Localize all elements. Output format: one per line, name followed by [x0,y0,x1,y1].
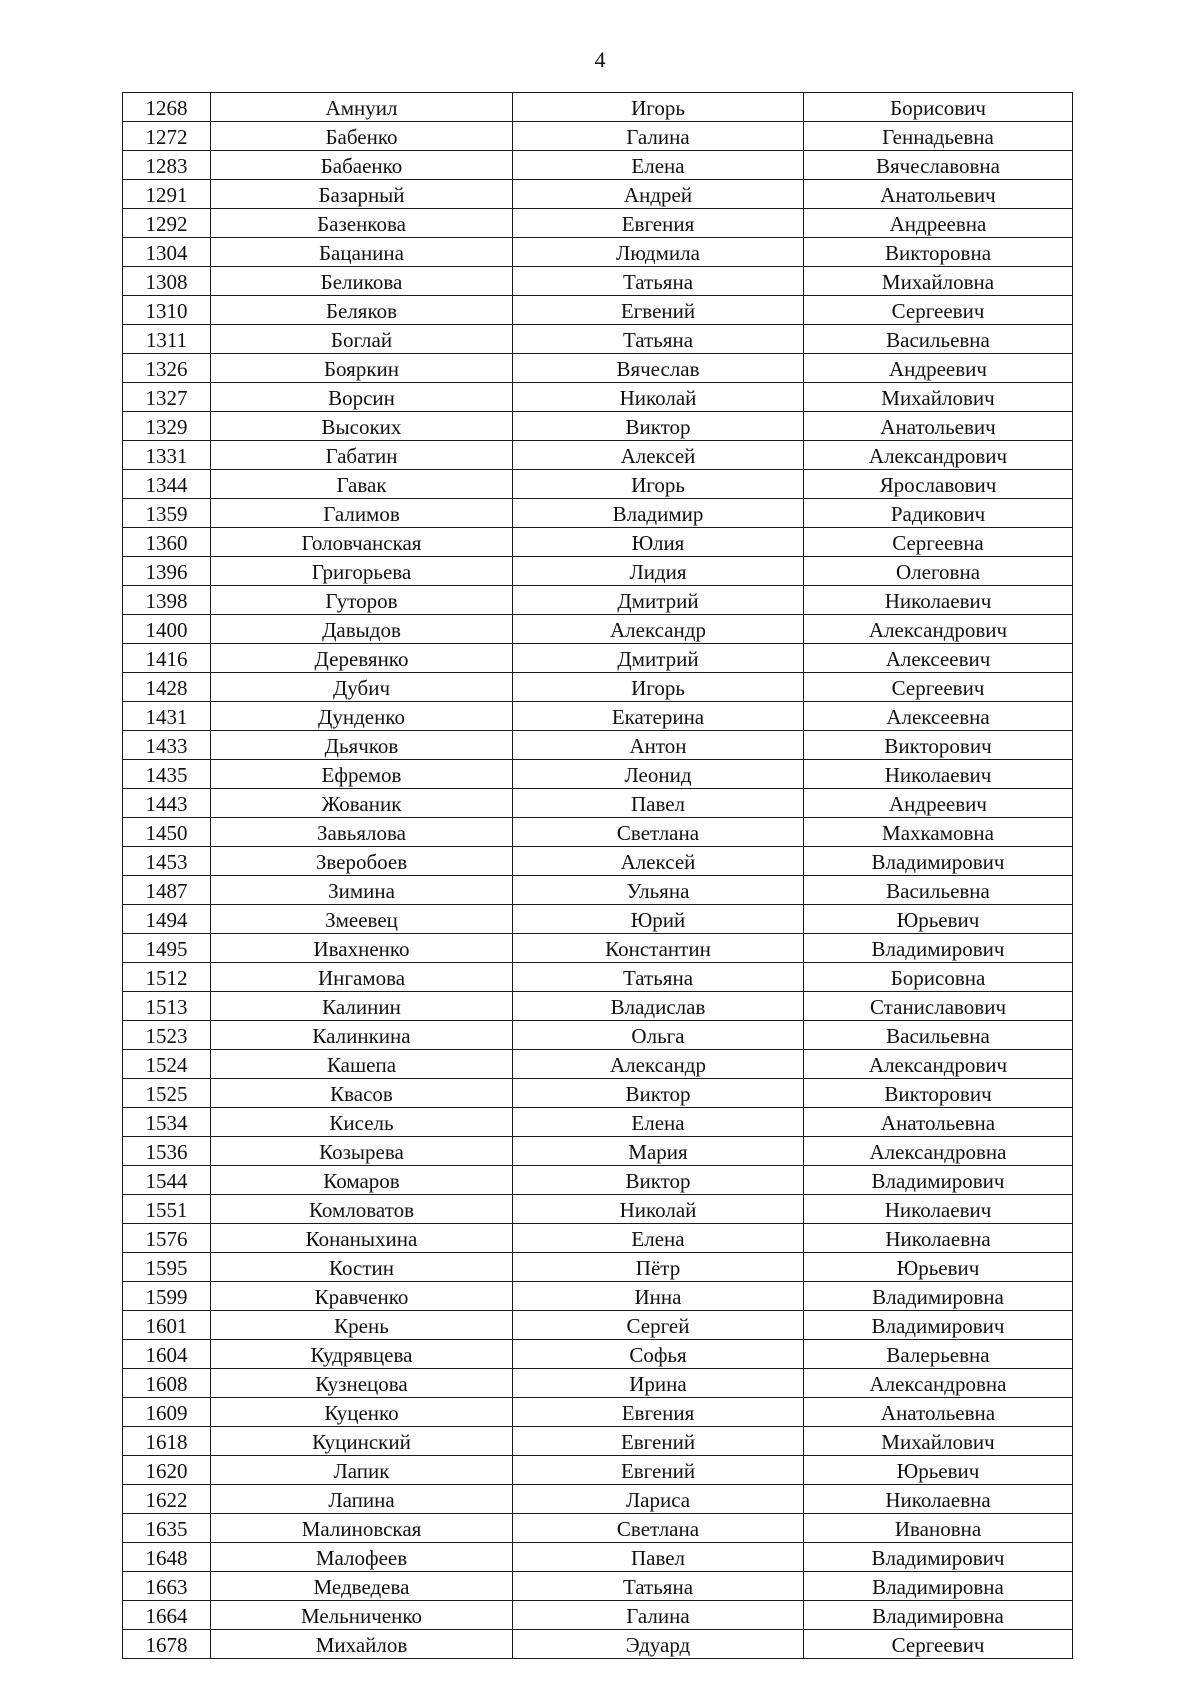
surname-cell: Кудрявцева [211,1340,513,1369]
first-name-cell: Юлия [513,528,804,557]
first-name-cell: Евгений [513,1427,804,1456]
surname-cell: Григорьева [211,557,513,586]
first-name-cell: Дмитрий [513,644,804,673]
table-row [123,151,1073,180]
patronymic-cell: Борисовна [804,963,1073,992]
surname-cell: Ефремов [211,760,513,789]
row-number-cell: 1512 [123,963,211,992]
first-name-cell: Павел [513,1543,804,1572]
surname-cell: Ворсин [211,383,513,412]
row-number-cell: 1283 [123,151,211,180]
table-row [123,528,1073,557]
surname-cell: Жованик [211,789,513,818]
table-row [123,615,1073,644]
table-row [123,296,1073,325]
row-number-cell: 1620 [123,1456,211,1485]
first-name-cell: Татьяна [513,267,804,296]
patronymic-cell: Владимировна [804,1601,1073,1630]
row-number-cell: 1311 [123,325,211,354]
table-row [123,1514,1073,1543]
surname-cell: Михайлов [211,1630,513,1659]
surname-cell: Базенкова [211,209,513,238]
surname-cell: Бояркин [211,354,513,383]
row-number-cell: 1551 [123,1195,211,1224]
patronymic-cell: Викторовна [804,238,1073,267]
table-row [123,238,1073,267]
patronymic-cell: Владимировна [804,1572,1073,1601]
surname-cell: Козырева [211,1137,513,1166]
row-number-cell: 1618 [123,1427,211,1456]
patronymic-cell: Алексеевич [804,644,1073,673]
row-number-cell: 1292 [123,209,211,238]
row-number-cell: 1272 [123,122,211,151]
row-number-cell: 1453 [123,847,211,876]
surname-cell: Куценко [211,1398,513,1427]
table-row [123,354,1073,383]
first-name-cell: Ульяна [513,876,804,905]
row-number-cell: 1534 [123,1108,211,1137]
patronymic-cell: Николаевич [804,1195,1073,1224]
patronymic-cell: Андреевич [804,354,1073,383]
patronymic-cell: Сергеевич [804,1630,1073,1659]
row-number-cell: 1329 [123,412,211,441]
row-number-cell: 1495 [123,934,211,963]
table-row [123,1456,1073,1485]
first-name-cell: Павел [513,789,804,818]
surname-cell: Конаныхина [211,1224,513,1253]
first-name-cell: Светлана [513,1514,804,1543]
surname-cell: Малиновская [211,1514,513,1543]
first-name-cell: Николай [513,1195,804,1224]
page-number: 4 [594,47,606,72]
table-row [123,383,1073,412]
surname-cell: Комаров [211,1166,513,1195]
patronymic-cell: Вячеславовна [804,151,1073,180]
table-row [123,1601,1073,1630]
surname-cell: Квасов [211,1079,513,1108]
surname-cell: Крень [211,1311,513,1340]
row-number-cell: 1525 [123,1079,211,1108]
first-name-cell: Татьяна [513,963,804,992]
row-number-cell: 1398 [123,586,211,615]
first-name-cell: Пётр [513,1253,804,1282]
table-row [123,470,1073,499]
patronymic-cell: Сергеевна [804,528,1073,557]
surname-cell: Амнуил [211,93,513,122]
first-name-cell: Инна [513,1282,804,1311]
row-number-cell: 1609 [123,1398,211,1427]
table-row [123,209,1073,238]
first-name-cell: Игорь [513,673,804,702]
first-name-cell: Сергей [513,1311,804,1340]
first-name-cell: Вячеслав [513,354,804,383]
row-number-cell: 1268 [123,93,211,122]
table-row [123,1485,1073,1514]
surname-cell: Дьячков [211,731,513,760]
patronymic-cell: Валерьевна [804,1340,1073,1369]
row-number-cell: 1433 [123,731,211,760]
patronymic-cell: Викторович [804,1079,1073,1108]
patronymic-cell: Махкамовна [804,818,1073,847]
patronymic-cell: Анатольевна [804,1108,1073,1137]
table-row [123,702,1073,731]
surname-cell: Бацанина [211,238,513,267]
table-row [123,1630,1073,1659]
patronymic-cell: Николаевич [804,586,1073,615]
surname-cell: Давыдов [211,615,513,644]
row-number-cell: 1310 [123,296,211,325]
first-name-cell: Евгения [513,209,804,238]
table-row [123,1543,1073,1572]
surname-cell: Кравченко [211,1282,513,1311]
surname-cell: Комловатов [211,1195,513,1224]
row-number-cell: 1431 [123,702,211,731]
first-name-cell: Владимир [513,499,804,528]
first-name-cell: Ирина [513,1369,804,1398]
surname-cell: Зверобоев [211,847,513,876]
table-row [123,963,1073,992]
row-number-cell: 1595 [123,1253,211,1282]
table-row [123,557,1073,586]
patronymic-cell: Николаевич [804,760,1073,789]
first-name-cell: Виктор [513,1079,804,1108]
first-name-cell: Алексей [513,847,804,876]
first-name-cell: Татьяна [513,325,804,354]
first-name-cell: Евгения [513,1398,804,1427]
patronymic-cell: Юрьевич [804,1456,1073,1485]
patronymic-cell: Владимирович [804,1166,1073,1195]
first-name-cell: Лариса [513,1485,804,1514]
row-number-cell: 1513 [123,992,211,1021]
table-row [123,673,1073,702]
roster-table-body [123,93,1073,1659]
patronymic-cell: Олеговна [804,557,1073,586]
surname-cell: Дубич [211,673,513,702]
patronymic-cell: Александрович [804,441,1073,470]
surname-cell: Базарный [211,180,513,209]
surname-cell: Куцинский [211,1427,513,1456]
row-number-cell: 1308 [123,267,211,296]
first-name-cell: Эдуард [513,1630,804,1659]
surname-cell: Деревянко [211,644,513,673]
first-name-cell: Евгений [513,1456,804,1485]
first-name-cell: Софья [513,1340,804,1369]
row-number-cell: 1599 [123,1282,211,1311]
patronymic-cell: Юрьевич [804,1253,1073,1282]
first-name-cell: Татьяна [513,1572,804,1601]
row-number-cell: 1331 [123,441,211,470]
table-row [123,905,1073,934]
first-name-cell: Александр [513,615,804,644]
row-number-cell: 1663 [123,1572,211,1601]
surname-cell: Кисель [211,1108,513,1137]
first-name-cell: Виктор [513,1166,804,1195]
patronymic-cell: Владимирович [804,1543,1073,1572]
surname-cell: Кашепа [211,1050,513,1079]
first-name-cell: Антон [513,731,804,760]
surname-cell: Мельниченко [211,1601,513,1630]
patronymic-cell: Владимировна [804,1282,1073,1311]
table-row [123,586,1073,615]
first-name-cell: Елена [513,1108,804,1137]
first-name-cell: Лидия [513,557,804,586]
patronymic-cell: Сергеевич [804,296,1073,325]
first-name-cell: Мария [513,1137,804,1166]
table-row [123,1427,1073,1456]
table-row [123,1021,1073,1050]
surname-cell: Ивахненко [211,934,513,963]
row-number-cell: 1664 [123,1601,211,1630]
surname-cell: Ингамова [211,963,513,992]
table-row [123,499,1073,528]
first-name-cell: Леонид [513,760,804,789]
table-row [123,818,1073,847]
row-number-cell: 1326 [123,354,211,383]
row-number-cell: 1536 [123,1137,211,1166]
patronymic-cell: Владимирович [804,934,1073,963]
table-row [123,731,1073,760]
first-name-cell: Игорь [513,470,804,499]
patronymic-cell: Геннадьевна [804,122,1073,151]
surname-cell: Дунденко [211,702,513,731]
row-number-cell: 1443 [123,789,211,818]
patronymic-cell: Станиславович [804,992,1073,1021]
row-number-cell: 1487 [123,876,211,905]
patronymic-cell: Александровна [804,1369,1073,1398]
patronymic-cell: Алексеевна [804,702,1073,731]
patronymic-cell: Андреевич [804,789,1073,818]
patronymic-cell: Ярославович [804,470,1073,499]
patronymic-cell: Николаевна [804,1224,1073,1253]
table-row [123,1398,1073,1427]
patronymic-cell: Михайлович [804,1427,1073,1456]
patronymic-cell: Васильевна [804,325,1073,354]
first-name-cell: Егвений [513,296,804,325]
first-name-cell: Дмитрий [513,586,804,615]
table-row [123,1195,1073,1224]
surname-cell: Медведева [211,1572,513,1601]
surname-cell: Завьялова [211,818,513,847]
first-name-cell: Светлана [513,818,804,847]
surname-cell: Змеевец [211,905,513,934]
table-row [123,1166,1073,1195]
patronymic-cell: Александровна [804,1137,1073,1166]
table-row [123,1050,1073,1079]
row-number-cell: 1435 [123,760,211,789]
table-row [123,1282,1073,1311]
patronymic-cell: Васильевна [804,1021,1073,1050]
row-number-cell: 1608 [123,1369,211,1398]
table-row [123,992,1073,1021]
patronymic-cell: Ивановна [804,1514,1073,1543]
surname-cell: Боглай [211,325,513,354]
row-number-cell: 1523 [123,1021,211,1050]
table-row [123,180,1073,209]
patronymic-cell: Михайловна [804,267,1073,296]
row-number-cell: 1576 [123,1224,211,1253]
table-row [123,1137,1073,1166]
row-number-cell: 1304 [123,238,211,267]
surname-cell: Бабенко [211,122,513,151]
table-row [123,412,1073,441]
table-row [123,1108,1073,1137]
first-name-cell: Галина [513,122,804,151]
row-number-cell: 1396 [123,557,211,586]
row-number-cell: 1360 [123,528,211,557]
patronymic-cell: Юрьевич [804,905,1073,934]
first-name-cell: Андрей [513,180,804,209]
surname-cell: Головчанская [211,528,513,557]
first-name-cell: Константин [513,934,804,963]
row-number-cell: 1400 [123,615,211,644]
table-row [123,1253,1073,1282]
surname-cell: Беликова [211,267,513,296]
row-number-cell: 1635 [123,1514,211,1543]
first-name-cell: Виктор [513,412,804,441]
patronymic-cell: Михайлович [804,383,1073,412]
table-row [123,1311,1073,1340]
table-row [123,644,1073,673]
table-row [123,1340,1073,1369]
surname-cell: Гуторов [211,586,513,615]
patronymic-cell: Радикович [804,499,1073,528]
first-name-cell: Игорь [513,93,804,122]
surname-cell: Лапик [211,1456,513,1485]
row-number-cell: 1450 [123,818,211,847]
table-row [123,847,1073,876]
table-row [123,122,1073,151]
table-row [123,267,1073,296]
row-number-cell: 1544 [123,1166,211,1195]
row-number-cell: 1524 [123,1050,211,1079]
patronymic-cell: Владимирович [804,847,1073,876]
table-row [123,325,1073,354]
table-row [123,876,1073,905]
row-number-cell: 1327 [123,383,211,412]
surname-cell: Костин [211,1253,513,1282]
row-number-cell: 1601 [123,1311,211,1340]
patronymic-cell: Викторович [804,731,1073,760]
patronymic-cell: Владимирович [804,1311,1073,1340]
surname-cell: Габатин [211,441,513,470]
surname-cell: Калинкина [211,1021,513,1050]
table-row [123,934,1073,963]
surname-cell: Зимина [211,876,513,905]
table-row [123,1079,1073,1108]
patronymic-cell: Анатольевич [804,180,1073,209]
surname-cell: Высоких [211,412,513,441]
surname-cell: Кузнецова [211,1369,513,1398]
patronymic-cell: Борисович [804,93,1073,122]
table-row [123,93,1073,122]
surname-cell: Калинин [211,992,513,1021]
first-name-cell: Екатерина [513,702,804,731]
row-number-cell: 1604 [123,1340,211,1369]
surname-cell: Малофеев [211,1543,513,1572]
row-number-cell: 1416 [123,644,211,673]
table-row [123,760,1073,789]
roster-table [122,92,1073,1659]
first-name-cell: Галина [513,1601,804,1630]
patronymic-cell: Александрович [804,615,1073,644]
first-name-cell: Елена [513,1224,804,1253]
row-number-cell: 1428 [123,673,211,702]
patronymic-cell: Анатольевич [804,412,1073,441]
patronymic-cell: Александрович [804,1050,1073,1079]
row-number-cell: 1359 [123,499,211,528]
first-name-cell: Александр [513,1050,804,1079]
table-row [123,789,1073,818]
patronymic-cell: Николаевна [804,1485,1073,1514]
first-name-cell: Алексей [513,441,804,470]
row-number-cell: 1678 [123,1630,211,1659]
first-name-cell: Николай [513,383,804,412]
first-name-cell: Юрий [513,905,804,934]
patronymic-cell: Анатольевна [804,1398,1073,1427]
table-row [123,441,1073,470]
first-name-cell: Владислав [513,992,804,1021]
surname-cell: Гавак [211,470,513,499]
row-number-cell: 1344 [123,470,211,499]
row-number-cell: 1494 [123,905,211,934]
row-number-cell: 1291 [123,180,211,209]
surname-cell: Лапина [211,1485,513,1514]
surname-cell: Галимов [211,499,513,528]
table-row [123,1224,1073,1253]
row-number-cell: 1622 [123,1485,211,1514]
first-name-cell: Людмила [513,238,804,267]
table-row [123,1369,1073,1398]
first-name-cell: Ольга [513,1021,804,1050]
first-name-cell: Елена [513,151,804,180]
row-number-cell: 1648 [123,1543,211,1572]
patronymic-cell: Васильевна [804,876,1073,905]
table-row [123,1572,1073,1601]
patronymic-cell: Андреевна [804,209,1073,238]
patronymic-cell: Сергеевич [804,673,1073,702]
surname-cell: Бабаенко [211,151,513,180]
surname-cell: Беляков [211,296,513,325]
